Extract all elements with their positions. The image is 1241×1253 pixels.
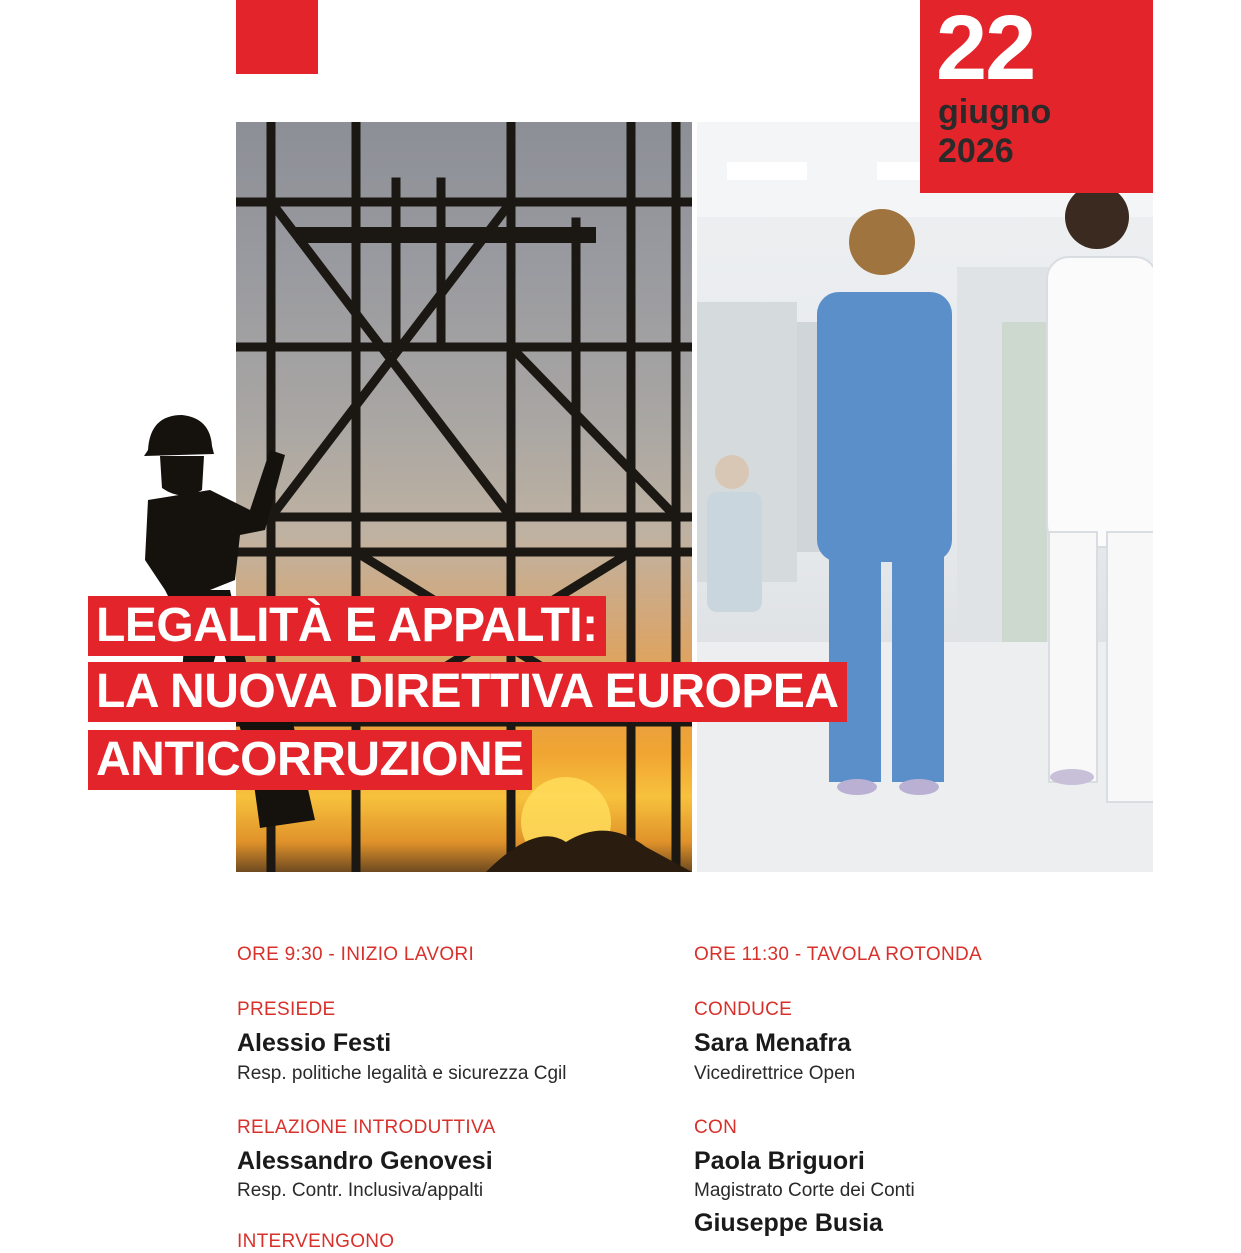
guest-1-name: Paola Briguori bbox=[694, 1147, 865, 1175]
speakers-label: INTERVENGONO bbox=[237, 1231, 395, 1252]
guest-2-name: Giuseppe Busia bbox=[694, 1209, 883, 1237]
host-name: Sara Menafra bbox=[694, 1029, 852, 1057]
intro-speaker-name: Alessandro Genovesi bbox=[237, 1147, 493, 1175]
left-session-time: ORE 9:30 - INIZIO LAVORI bbox=[237, 944, 475, 965]
event-title-line-1: LEGALITÀ E APPALTI: bbox=[88, 596, 606, 656]
right-session-time: ORE 11:30 - TAVOLA ROTONDA bbox=[694, 944, 982, 965]
event-date-day: 22 bbox=[936, 0, 1035, 99]
host-label: CONDUCE bbox=[694, 999, 793, 1020]
event-date-box bbox=[920, 0, 1153, 193]
guest-1-role: Magistrato Corte dei Conti bbox=[694, 1180, 915, 1201]
event-date-month: giugno bbox=[938, 93, 1052, 131]
event-title-line-2: LA NUOVA DIRETTIVA EUROPEA bbox=[88, 662, 847, 722]
chair-label: PRESIEDE bbox=[237, 999, 336, 1020]
event-date-year: 2026 bbox=[938, 132, 1014, 170]
intro-speaker-role: Resp. Contr. Inclusiva/appalti bbox=[237, 1180, 484, 1201]
hospital-nurses-photo bbox=[697, 122, 1153, 872]
intro-label: RELAZIONE INTRODUTTIVA bbox=[237, 1117, 496, 1138]
host-role: Vicedirettrice Open bbox=[694, 1063, 856, 1084]
event-title-line-3: ANTICORRUZIONE bbox=[88, 730, 532, 790]
decorative-red-square bbox=[236, 0, 318, 74]
chair-name: Alessio Festi bbox=[237, 1029, 392, 1057]
with-label: CON bbox=[694, 1117, 738, 1138]
chair-role: Resp. politiche legalità e sicurezza Cgil bbox=[237, 1063, 567, 1084]
